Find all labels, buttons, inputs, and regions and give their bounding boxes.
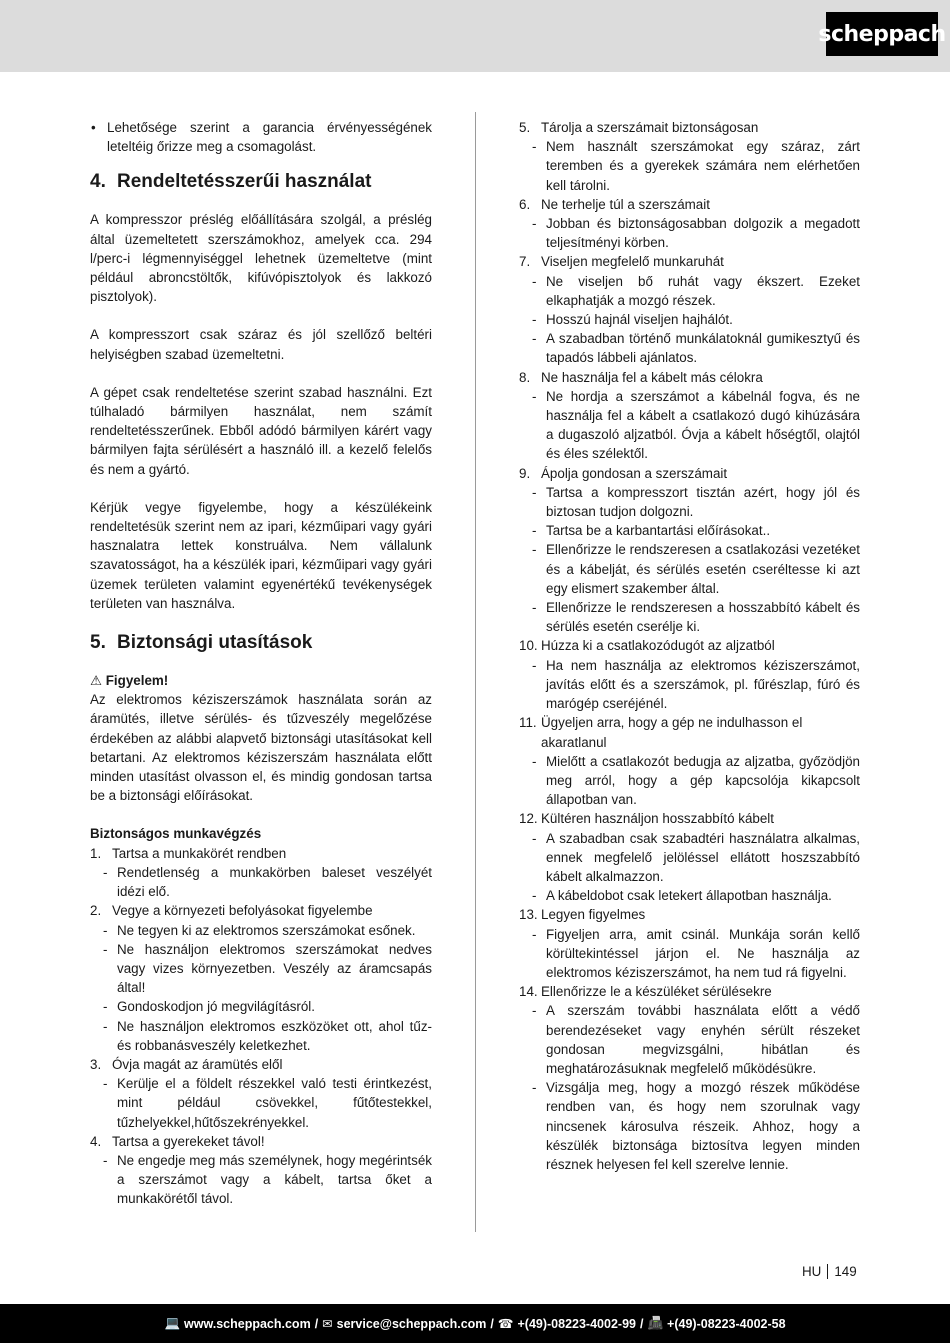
dash-mark: -	[532, 331, 537, 347]
list-sub-item-text: A szabadban történő munkálatoknál gumikesztyű és tapadós lábbeli ajánlatos.	[546, 331, 860, 366]
safe-work-subheading: Biztonságos munkavégzés	[90, 826, 262, 842]
safety-list-right	[519, 118, 860, 1174]
computer-icon: 💻	[164, 1316, 181, 1330]
list-sub-item-text: Ne tegyen ki az elektromos szerszámokat esőnek.	[117, 922, 416, 938]
dash-mark: -	[532, 273, 537, 289]
list-item-title: Vegye a környezeti befolyásokat figyelembe	[112, 903, 373, 919]
section-4-heading: 4. Rendeltetésszerűi használat	[90, 171, 372, 193]
list-item-number: 4.	[90, 1133, 102, 1149]
dash-mark: -	[103, 1018, 108, 1034]
dash-mark: -	[103, 1076, 108, 1092]
list-item-number: 14.	[519, 984, 538, 1000]
section-5-heading: 5. Biztonsági utasítások	[90, 632, 313, 654]
list-item-number: 9.	[519, 465, 531, 481]
dash-mark: -	[532, 139, 537, 155]
page-language: HU	[802, 1264, 822, 1279]
list-item-title: Húzza ki a csatlakozódugót az aljzatból	[541, 638, 775, 654]
list-item-number: 12.	[519, 811, 538, 827]
list-item	[90, 1055, 432, 1074]
bullet-mark: •	[91, 120, 96, 135]
footer-separator: /	[639, 1316, 644, 1331]
list-item-number: 7.	[519, 254, 531, 270]
dash-mark: -	[532, 216, 537, 232]
list-item-number: 10.	[519, 638, 538, 654]
intro-bullet-text: Lehetősége szerint a garancia érvényességének leteltéig őrizze meg a csomagolást.	[107, 120, 432, 155]
intro-bullet	[90, 118, 432, 156]
list-sub-item-text: Ne hordja a szerszámot a kábelnál fogva, és ne használja fel a kábelt a csatlakozó dugó kihúzására a dugaszoló aljzatból. Óvja a kábelt hőségtől, olajtól és éles szélektől.	[546, 388, 860, 462]
list-sub-item	[90, 863, 432, 901]
list-sub-item-text: A szabadban csak szabadtéri használatra alkalmas, ennek megfelelő jelöléssel ellátott hoszszabbító kábelt alkalmazzon.	[546, 830, 860, 884]
page-number-separator	[827, 1264, 828, 1279]
right-column	[519, 118, 860, 1174]
list-sub-item-text: Tartsa be a karbantartási előírásokat..	[546, 523, 771, 539]
list-sub-item	[90, 1151, 432, 1209]
list-sub-item	[90, 921, 432, 940]
list-sub-item	[519, 272, 860, 310]
list-sub-item	[519, 829, 860, 887]
warning-text: Az elektromos kéziszerszámok használata során az áramütés, illetve sérülés- és tűzveszély megelőzése érdekében az alábbi alapvető biztonsági utasításokat kell betartani. Az elektromos kéziszerszám használata előtt minden utasítást olvasson el, és mindig gondosan tartsa be a biztonsági előírásokat.	[90, 692, 432, 804]
dash-mark: -	[532, 542, 537, 558]
dash-mark: -	[532, 484, 537, 500]
brand-logo-text: scheppach	[818, 21, 946, 47]
list-item-number: 6.	[519, 196, 531, 212]
warning-triangle-icon: ⚠	[90, 673, 103, 689]
list-item-number: 5.	[519, 120, 531, 135]
list-sub-item-text: Ellenőrizze le rendszeresen a csatlakozási vezetéket és a kábelját, és sérülés esetén cseréltesse ki azt egy elismert szakember által.	[546, 542, 860, 596]
list-sub-item	[519, 656, 860, 714]
list-sub-item	[90, 1074, 432, 1132]
list-item	[519, 982, 860, 1001]
footer-separator: /	[314, 1316, 319, 1331]
list-sub-item-text: Nem használt szerszámokat egy száraz, zárt teremben és a gyerekek számára nem elérhetően kell tárolni.	[546, 139, 860, 193]
dash-mark: -	[532, 1080, 537, 1096]
list-item	[519, 195, 860, 214]
section-4-paragraph: Kérjük vegye figyelembe, hogy a készülékeink rendeltetésük szerint nem az ipari, kézműipari vagy gyári hasznalatra lettek konstruálva. Nem vállalunk szavatosságot, ha a készülék ipari, kézműipari vagy gyári üzemek területen valamint egyenértékű tevékenységek területen van használva.	[90, 499, 432, 611]
list-sub-item-text: Ellenőrizze le rendszeresen a hosszabbító kábelt és sérülés esetén cserélje ki.	[546, 600, 860, 635]
list-item	[90, 901, 432, 920]
page-number-value: 149	[834, 1264, 857, 1279]
list-sub-item-text: A kábeldobot csak letekert állapotban használja.	[546, 888, 832, 904]
list-sub-item-text: Ne használjon elektromos eszközöket ott, ahol tűz- és robbanásveszély keletkezhet.	[117, 1018, 432, 1053]
telephone-icon: ☎	[497, 1317, 514, 1331]
page-number	[802, 1264, 857, 1279]
list-item	[519, 118, 860, 137]
envelope-icon: ✉	[322, 1317, 333, 1331]
list-item-number: 8.	[519, 369, 531, 385]
fax-icon: 📠	[647, 1316, 664, 1330]
footer-phone: +(49)-08223-4002-99	[517, 1316, 636, 1331]
page-footer	[0, 1304, 950, 1343]
list-sub-item	[90, 940, 432, 998]
list-item-title: Ne terhelje túl a szerszámait	[541, 196, 710, 212]
dash-mark: -	[532, 657, 537, 673]
list-sub-item-text: Mielőtt a csatlakozót bedugja az aljzatba, győzödjön meg arról, hogy a gép kapcsolója kikapcsolt állapotban van.	[546, 753, 860, 808]
dash-mark: -	[103, 941, 108, 957]
list-item-title: Legyen figyelmes	[541, 907, 646, 923]
list-item	[519, 252, 860, 271]
list-sub-item	[519, 886, 860, 905]
list-sub-item-text: Ne engedje meg más személynek, hogy megérintsék a szerszámot vagy a kábelt, tartsa őket a munkakörétől távol.	[117, 1152, 432, 1207]
list-sub-item	[519, 387, 860, 464]
list-item-title: Tartsa a gyerekeket távol!	[112, 1133, 265, 1149]
list-sub-item	[519, 137, 860, 195]
list-item	[519, 636, 860, 655]
list-item-number: 1.	[90, 845, 102, 861]
list-sub-item	[90, 1017, 432, 1055]
list-item-title: Tárolja a szerszámait biztonságosan	[541, 120, 759, 135]
safety-list-left	[90, 844, 432, 1209]
list-item-number: 13.	[519, 907, 538, 923]
section-4-paragraph: A gépet csak rendeltetése szerint szabad használni. Ezt túlhaladó bármilyen használat, nem számít rendeltetésszerűnek. Ebből adódó bármilyen kárért vagy bármilyen fajta sérülésért a használó ill. a kezelő felelős és nem a gyártó.	[90, 384, 432, 477]
dash-mark: -	[532, 830, 537, 846]
list-item-number: 3.	[90, 1056, 102, 1072]
list-item	[519, 368, 860, 387]
list-sub-item	[519, 310, 860, 329]
list-sub-item-text: Ne viseljen bő ruhát vagy ékszert. Ezeket elkaphatják a mozgó részek.	[546, 273, 860, 308]
list-sub-item	[519, 329, 860, 367]
list-item	[519, 464, 860, 483]
list-sub-item-text: Ne használjon elektromos szerszámokat nedves vagy vizes környezetben. Veszély az áramcsapás által!	[117, 941, 432, 996]
dash-mark: -	[103, 1152, 108, 1168]
list-sub-item-text: Figyeljen arra, amit csinál. Munkája során kellő körültekintéssel járjon el. Ne használja az elektromos kéziszerszámot, ha nem tud rá figyelni.	[546, 926, 860, 980]
list-item-title: Viseljen megfelelő munkaruhát	[541, 254, 724, 270]
list-sub-item	[519, 598, 860, 636]
list-item	[519, 809, 860, 828]
list-sub-item-text: A szerszám további használata előtt a védő berendezéseket vagy enyhén sérült részeket gondosan megvizsgálni, hibátlan és meghatározásuknak megfelelő működésükre.	[546, 1003, 860, 1076]
list-sub-item	[519, 1078, 860, 1174]
list-item-title: Ügyeljen arra, hogy a gép ne indulhasson el akaratlanul	[541, 715, 803, 750]
list-item-title: Ápolja gondosan a szerszámait	[541, 465, 728, 481]
column-divider	[475, 112, 476, 1232]
list-item-title: Ne használja fel a kábelt más célokra	[541, 369, 763, 385]
page-header	[0, 0, 950, 72]
footer-website[interactable]: www.scheppach.com	[184, 1316, 311, 1331]
list-sub-item-text: Kerülje el a földelt részekkel való testi érintkezést, mint például csövekkel, fűtőtestekkel, tűzhelyekkel,hűtőszekrényekkel.	[117, 1076, 432, 1130]
list-item	[90, 844, 432, 863]
dash-mark: -	[532, 523, 537, 539]
left-column	[90, 118, 432, 1209]
list-item-title: Ellenőrizze le a készüléket sérülésekre	[541, 984, 772, 1000]
dash-mark: -	[532, 312, 537, 328]
list-sub-item	[519, 1001, 860, 1078]
list-item-number: 2.	[90, 903, 102, 919]
list-sub-item-text: Ha nem használja az elektromos kéziszerszámot, javítás előtt és a szerszámok, pl. fűrészlap, fúró és marógép cseréjénél.	[546, 657, 860, 712]
dash-mark: -	[103, 922, 108, 938]
list-sub-item	[519, 214, 860, 252]
list-sub-item	[519, 925, 860, 983]
dash-mark: -	[103, 999, 108, 1015]
list-sub-item	[519, 483, 860, 521]
list-sub-item-text: Tartsa a kompresszort tisztán azért, hogy jól és biztosan tudjon dolgozni.	[546, 484, 860, 520]
section-4-paragraph: A kompresszor préslég előállítására szolgál, a préslég által üzemeltetett szerszámokhoz, amelyek cca. 294 l/perc-i légmennyiséggel lehetnek üzemeltetve (mint például abroncstöltők, kifúvópisztolyok és lakkozó pisztolyok).	[90, 212, 432, 305]
list-item	[519, 713, 860, 751]
dash-mark: -	[532, 600, 537, 616]
list-sub-item-text: Gondoskodjon jó megvilágításról.	[117, 999, 315, 1015]
warning-label: Figyelem!	[105, 673, 169, 689]
dash-mark: -	[532, 388, 537, 404]
list-item-title: Tartsa a munkakörét rendben	[112, 845, 287, 861]
dash-mark: -	[532, 753, 537, 769]
list-item-title: Kültéren használjon hosszabbító kábelt	[541, 811, 775, 827]
list-sub-item	[519, 521, 860, 540]
dash-mark: -	[103, 864, 108, 880]
warning-heading	[90, 671, 432, 690]
list-item-title: Óvja magát az áramütés elől	[112, 1056, 283, 1072]
brand-logo	[818, 12, 946, 56]
list-sub-item	[90, 997, 432, 1016]
dash-mark: -	[532, 926, 537, 942]
list-sub-item-text: Hosszú hajnál viseljen hajhálót.	[546, 312, 733, 328]
dash-mark: -	[532, 1003, 537, 1019]
list-item	[90, 1132, 432, 1151]
dash-mark: -	[532, 888, 537, 904]
footer-fax: +(49)-08223-4002-58	[667, 1316, 786, 1331]
list-sub-item-text: Rendetlenség a munkakörben baleset veszélyét idézi elő.	[117, 864, 432, 900]
footer-separator: /	[490, 1316, 494, 1331]
list-sub-item	[519, 752, 860, 810]
list-item-number: 11.	[519, 715, 537, 731]
list-item	[519, 905, 860, 924]
section-4-paragraph: A kompresszort csak száraz és jól szellőző beltéri helyiségben szabad üzemeltetni.	[90, 327, 432, 362]
list-sub-item	[519, 540, 860, 598]
list-sub-item-text: Vizsgálja meg, hogy a mozgó részek működése rendben van, és hogy nem szorulnak vagy nincsenek károsulva részeik. Ahhoz, hogy a készülék biztonsága biztosítva legyen minden résznek helyesen fel kell szerelve lennie.	[546, 1080, 860, 1172]
footer-email[interactable]: service@scheppach.com	[336, 1316, 487, 1331]
list-sub-item-text: Jobban és biztonságosabban dolgozik a megadott teljesítményi körben.	[546, 216, 860, 251]
